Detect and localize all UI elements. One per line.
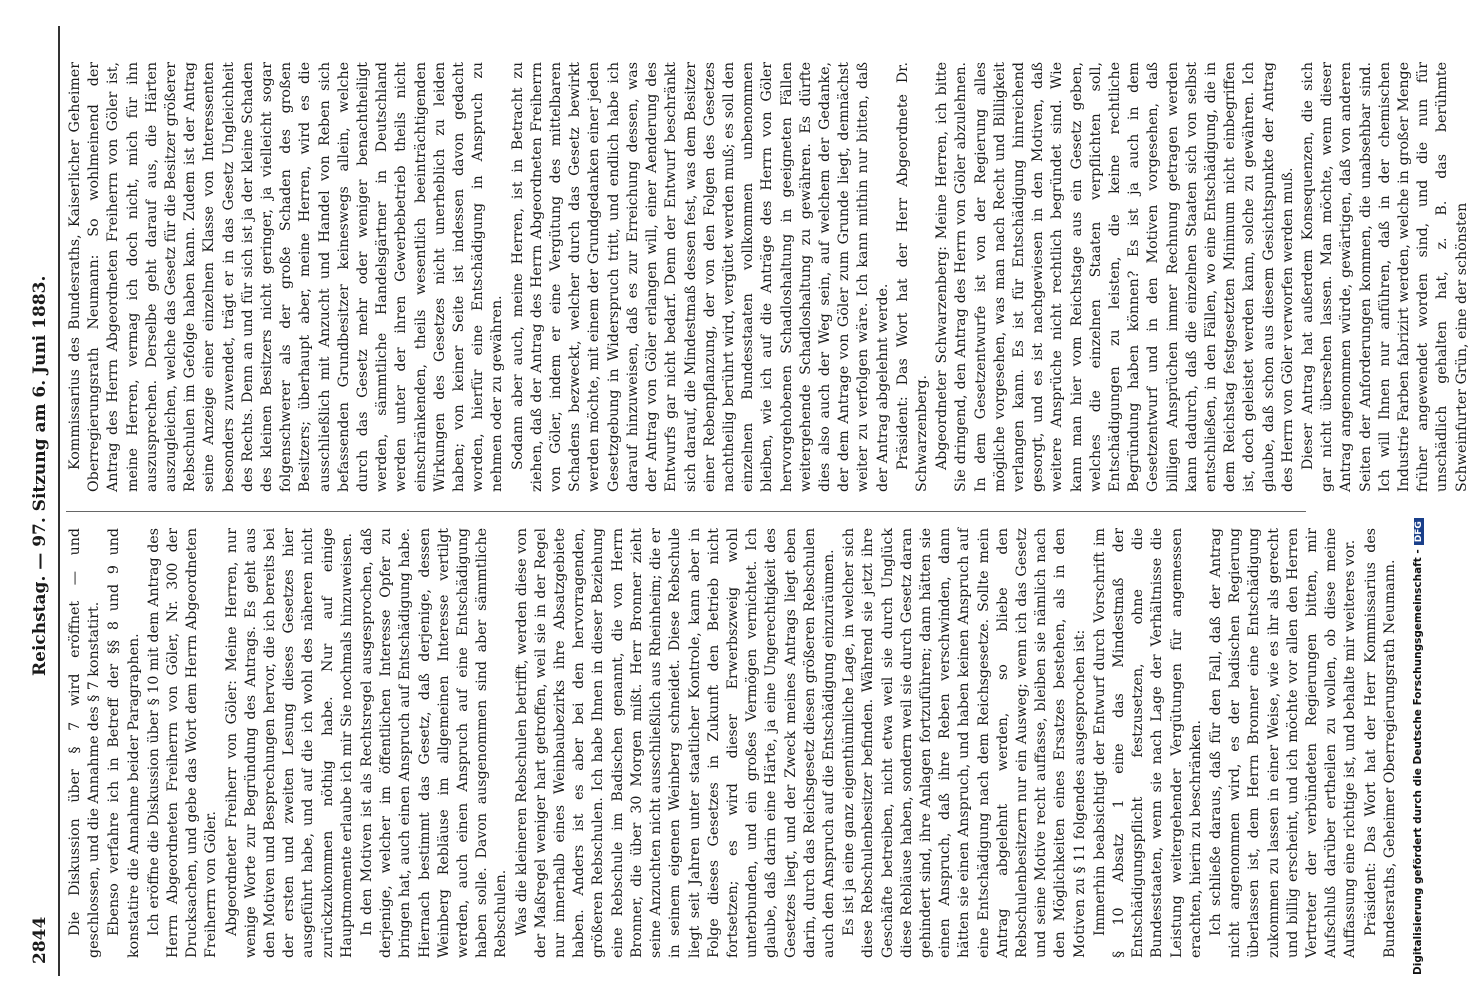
paragraph: Abgeordneter Schwarzenberg: Meine Herren, ich bitte Sie dringend, den Antrag des Herrn von Göler abzulehnen. In dem Gesetzentwurfe ist von der Regierung alles mögliche vorgesehen, was man nach Recht und Billigkeit verlangen kann. Es ist für Entschädigung hinreichend gesorgt, und es ist nachgewiesen in den Motiven, daß weitere Ansprüche nicht rechtlich begründet sind. Wie kann man hier vom Reichstage aus ein Gesetz geben, welches die einzelnen Staaten verpflichten soll, Entschädigungen zu leisten, die keine rechtliche Begründung haben können? Es ist ja auch in dem Gesetzentwurf und in den Motiven vorgesehen, daß billigen Ansprüchen immer Rechnung getragen werden kann dadurch, daß die einzelnen Staaten sich von selbst entschließen, in den Fällen, wo eine Entschädigung, die in dem Reichstag festgesetzten Minimum nicht einbegriffen ist, doch geleistet werden kann, solche zu gewähren. Ich glaube, daß schon aus diesem Gesichtspunkte der Antrag des Herrn von Göler verworfen werden muß. xyxy=(934,62,1296,492)
paragraph: Dieser Antrag hat außerdem Konsequenzen, die sich gar nicht übersehen lassen. Man möchte, wenn dieser Antrag angenommen würde, gewärtigen, daß von anderen Seiten der Anforderungen kommen, die unabsehbar sind. Ich will Ihnen nur anführen, daß in der chemischen Industrie Farben fabrizirt werden, welche in großer Menge früher angewendet worden sind, und die nun für unschädlich gehalten hat, z. B. das berühmte Schweinfurter Grün, eine der schönsten xyxy=(1300,62,1470,492)
paragraph: Kommissarius des Bundesraths, Kaiserlicher Geheimer Oberregierungsrath Neumann: So wohlmeinend der Antrag des Herrn Abgeordneten Freiherrn von Göler ist, meine Herren, vermag ich doch nicht, mich für ihn auszusprechen. Derselbe geht darauf aus, die Härten auszugleichen, welche das Gesetz für die Besitzer größerer Rebschulen im Gefolge haben kann. Zudem ist der Antrag seine Anzeige einer einzelnen Klasse von Interessenten besonders zuwendet, trägt er in das Gesetz Ungleichheit des Rechts. Denn an und für sich ist ja der kleine Schaden des kleinen Besitzers nicht geringer, ja vielleicht sogar folgenschwerer als der große Schaden des großen Besitzers; überhaupt aber, meine Herren, wird es die ausschließlich mit Anzucht und Handel von Reben sich befassenden Grundbesitzer keineswegs allein, welche durch das Gesetz mehr oder weniger benachtheiligt werden, sämmtliche Handelsgärtner in Deutschland werden unter der ihren Gewerbebetrieb theils nicht einschränkenden, theils wesentlich beeinträchtigenden Wirkungen des Gesetzes nicht unerheblich zu leiden haben; von keiner Seite ist indessen davon gedacht worden, hierfür eine Entschädigung in Anspruch zu nehmen oder zu gewähren. xyxy=(67,62,506,492)
paragraph: Immerhin beabsichtigt der Entwurf durch Vorschrift im § 10 Absatz 1 eine das Mindestmaß der Entschädigungspflicht festzusetzen, ohne die Bundesstaaten, wenn sie nach Lage der Verhältnisse die Leistung weitergehender Vergütungen für angemessen erachten, hierin zu beschränken. xyxy=(1091,528,1204,958)
paragraph: Ich eröffne die Diskussion über § 10 mit dem Antrag des Herrn Abgeordneten Freiherrn von Göler, Nr. 300 der Drucksachen, und gebe das Wort dem Herrn Abgeordneten Freiherrn von Göler. xyxy=(145,528,220,958)
page-number: 2844 xyxy=(30,916,50,964)
paragraph: Abgeordneter Freiherr von Göler: Meine Herren, nur wenige Worte zur Begründung des Antrags. Es geht aus den Motiven und Besprechungen hervor, die ich bereits bei der ersten und zweiten Lesung dieses Gesetzes hier ausgeführt habe, und auf die ich wohl des näheren nicht zurückzukommen nöthig habe. Nur auf einige Hauptmomente erlaube ich mir Sie nochmals hinzuweisen. xyxy=(223,528,355,958)
digitization-credit xyxy=(1412,0,1428,975)
paragraph: Ich schließe daraus, daß für den Fall, daß der Antrag nicht angenommen wird, es der badischen Regierung überlassen ist, dem Herrn Bronner eine Entschädigung zukommen zu lassen in einer Weise, wie es ihr als gerecht und billig erscheint, und ich möchte vor allen den Herren Vertreter der verbündeten Regierungen bitten, mir Aufschluß darüber ertheilen zu wollen, ob diese meine Auffassung eine richtige ist, und behalte mir weiteres vor. xyxy=(1207,528,1359,958)
paragraph: Was die kleineren Rebschulen betrifft, werden diese von der Maßregel weniger hart getroffen, weil sie in der Regel nur innerhalb eines Weinbaubezirks ihre Absatzgebiete haben. Anders ist es aber bei den hervorragenden, größeren Rebschulen. Ich habe Ihnen in dieser Beziehung eine Rebschule im Badischen genannt, die von Herrn Bronner, die über 30 Morgen mißt. Herr Bronner zieht seine Anzuchten nicht ausschließlich aus Rheinheim; die er in seinem eigenen Weinberg schneidet. Diese Rebschule liegt seit Jahren unter staatlicher Kontrole, kann aber in Folge dieses Gesetzes in Zukunft den Betrieb nicht fortsetzen; es wird dieser Erwerbszweig wohl unterbunden, und ein großes Vermögen vernichtet. Ich glaube, daß darin eine Härte, ja eine Ungerechtigkeit des Gesetzes liegt, und der Zweck meines Antrags liegt eben darin, durch das Reichsgesetz diesen größeren Rebschulen auch den Anspruch auf die Entschädigung einzuräumen. xyxy=(513,528,837,958)
credit-text: Digitalisierung gefördert durch die Deutsche Forschungsgemeinschaft - xyxy=(1412,549,1424,975)
page-title: Reichstag. — 97. Sitzung am 6. Juni 1883. xyxy=(30,275,50,676)
paragraph: Die Diskussion über § 7 wird eröffnet — und geschlossen, und die Annahme des § 7 konstatirt. xyxy=(67,528,103,958)
paragraph: Präsident: Das Wort hat der Herr Abgeordnete Dr. Schwarzenberg. xyxy=(894,62,930,492)
page-header xyxy=(24,26,60,976)
paragraph: Ebenso verfahre ich in Betreff der §§ 8 und 9 und konstatire die Annahme beider Paragraphen. xyxy=(106,528,142,958)
paragraph: In den Motiven ist als Rechtsregel ausgesprochen, daß derjenige, welcher im öffentlichen Interesse Opfer zu bringen hat, auch einen Anspruch auf Entschädigung habe. Hiernach bestimmt das Gesetz, daß derjenige, dessen Weinberg Rebläuse im allgemeinen Interesse vertilgt werden, auch einen Anspruch auf eine Entschädigung haben solle. Davon ausgenommen sind aber sämmtliche Rebschulen. xyxy=(359,528,510,958)
dfg-logo: DFG xyxy=(1414,518,1424,545)
paragraph: Sodann aber auch, meine Herren, ist in Betracht zu ziehen, daß der Antrag des Herrn Abgeordneten Freiherrn von Göler, indem er eine Vergütung des mittelbaren Schadens bezweckt, welcher durch das Gesetz bewirkt werden möchte, mit einem der Grundgedanken einer jeden Gesetzgebung in Widerspruch tritt, und endlich habe ich darauf hinzuweisen, daß es zur Erreichung dessen, was der Antrag von Göler erlangen will, einer Aenderung des Entwurfs gar nicht bedarf. Denn der Entwurf beschränkt sich darauf, die Mindestmaß dessen fest, was dem Besitzer einer Rebenpflanzung, der von den Folgen des Gesetzes nachtheilig berührt wird, vergütet werden muß; es soll den einzelnen Bundesstaaten vollkommen unbenommen bleiben, wie ich auf die Anträge des Herrn von Göler hervorgehobenen Schadloshaltung in geeigneten Fällen weitergehende Schadloshaltung zu gewähren. Es dürfte dies also auch der Weg sein, auf welchem der Gedanke, der dem Antrage von Göler zum Grunde liegt, demnächst weiter zu verfolgen wäre. Ich kann mithin nur bitten, daß der Antrag abgelehnt werde. xyxy=(509,62,891,492)
column-divider xyxy=(66,511,1306,512)
left-column xyxy=(66,528,1398,958)
paragraph: Es ist ja eine ganz eigenthümliche Lage, in welcher sich diese Rebschulenbesitzer befinden. Während sie jetzt ihre Geschäfte betreiben, nicht etwa weil sie durch Unglück diese Rebläuse haben, sondern weil sie durch Gesetz daran gehindert sind, ihre Anlagen fortzuführen; dann hätten sie einen Anspruch, daß ihre Reben verschwinden, dann hätten sie einen Anspruch, und haben keinen Anspruch auf eine Entschädigung nach dem Reichsgesetze. Sollte mein Antrag abgelehnt werden, so bliebe den Rebschulenbesitzern nur ein Ausweg; wenn ich das Gesetz und seine Motive recht auffasse, bleiben sie nämlich nach den Möglichkeiten eines Ersatzes bestehen, als in den Motiven zu § 11 folgendes ausgesprochen ist: xyxy=(841,528,1088,958)
right-column xyxy=(66,62,1470,492)
header-rule xyxy=(58,26,60,976)
paragraph: Präsident: Das Wort hat der Herr Kommissarius des Bundesraths, Geheimer Oberregierungsrath Neumann. xyxy=(1362,528,1398,958)
